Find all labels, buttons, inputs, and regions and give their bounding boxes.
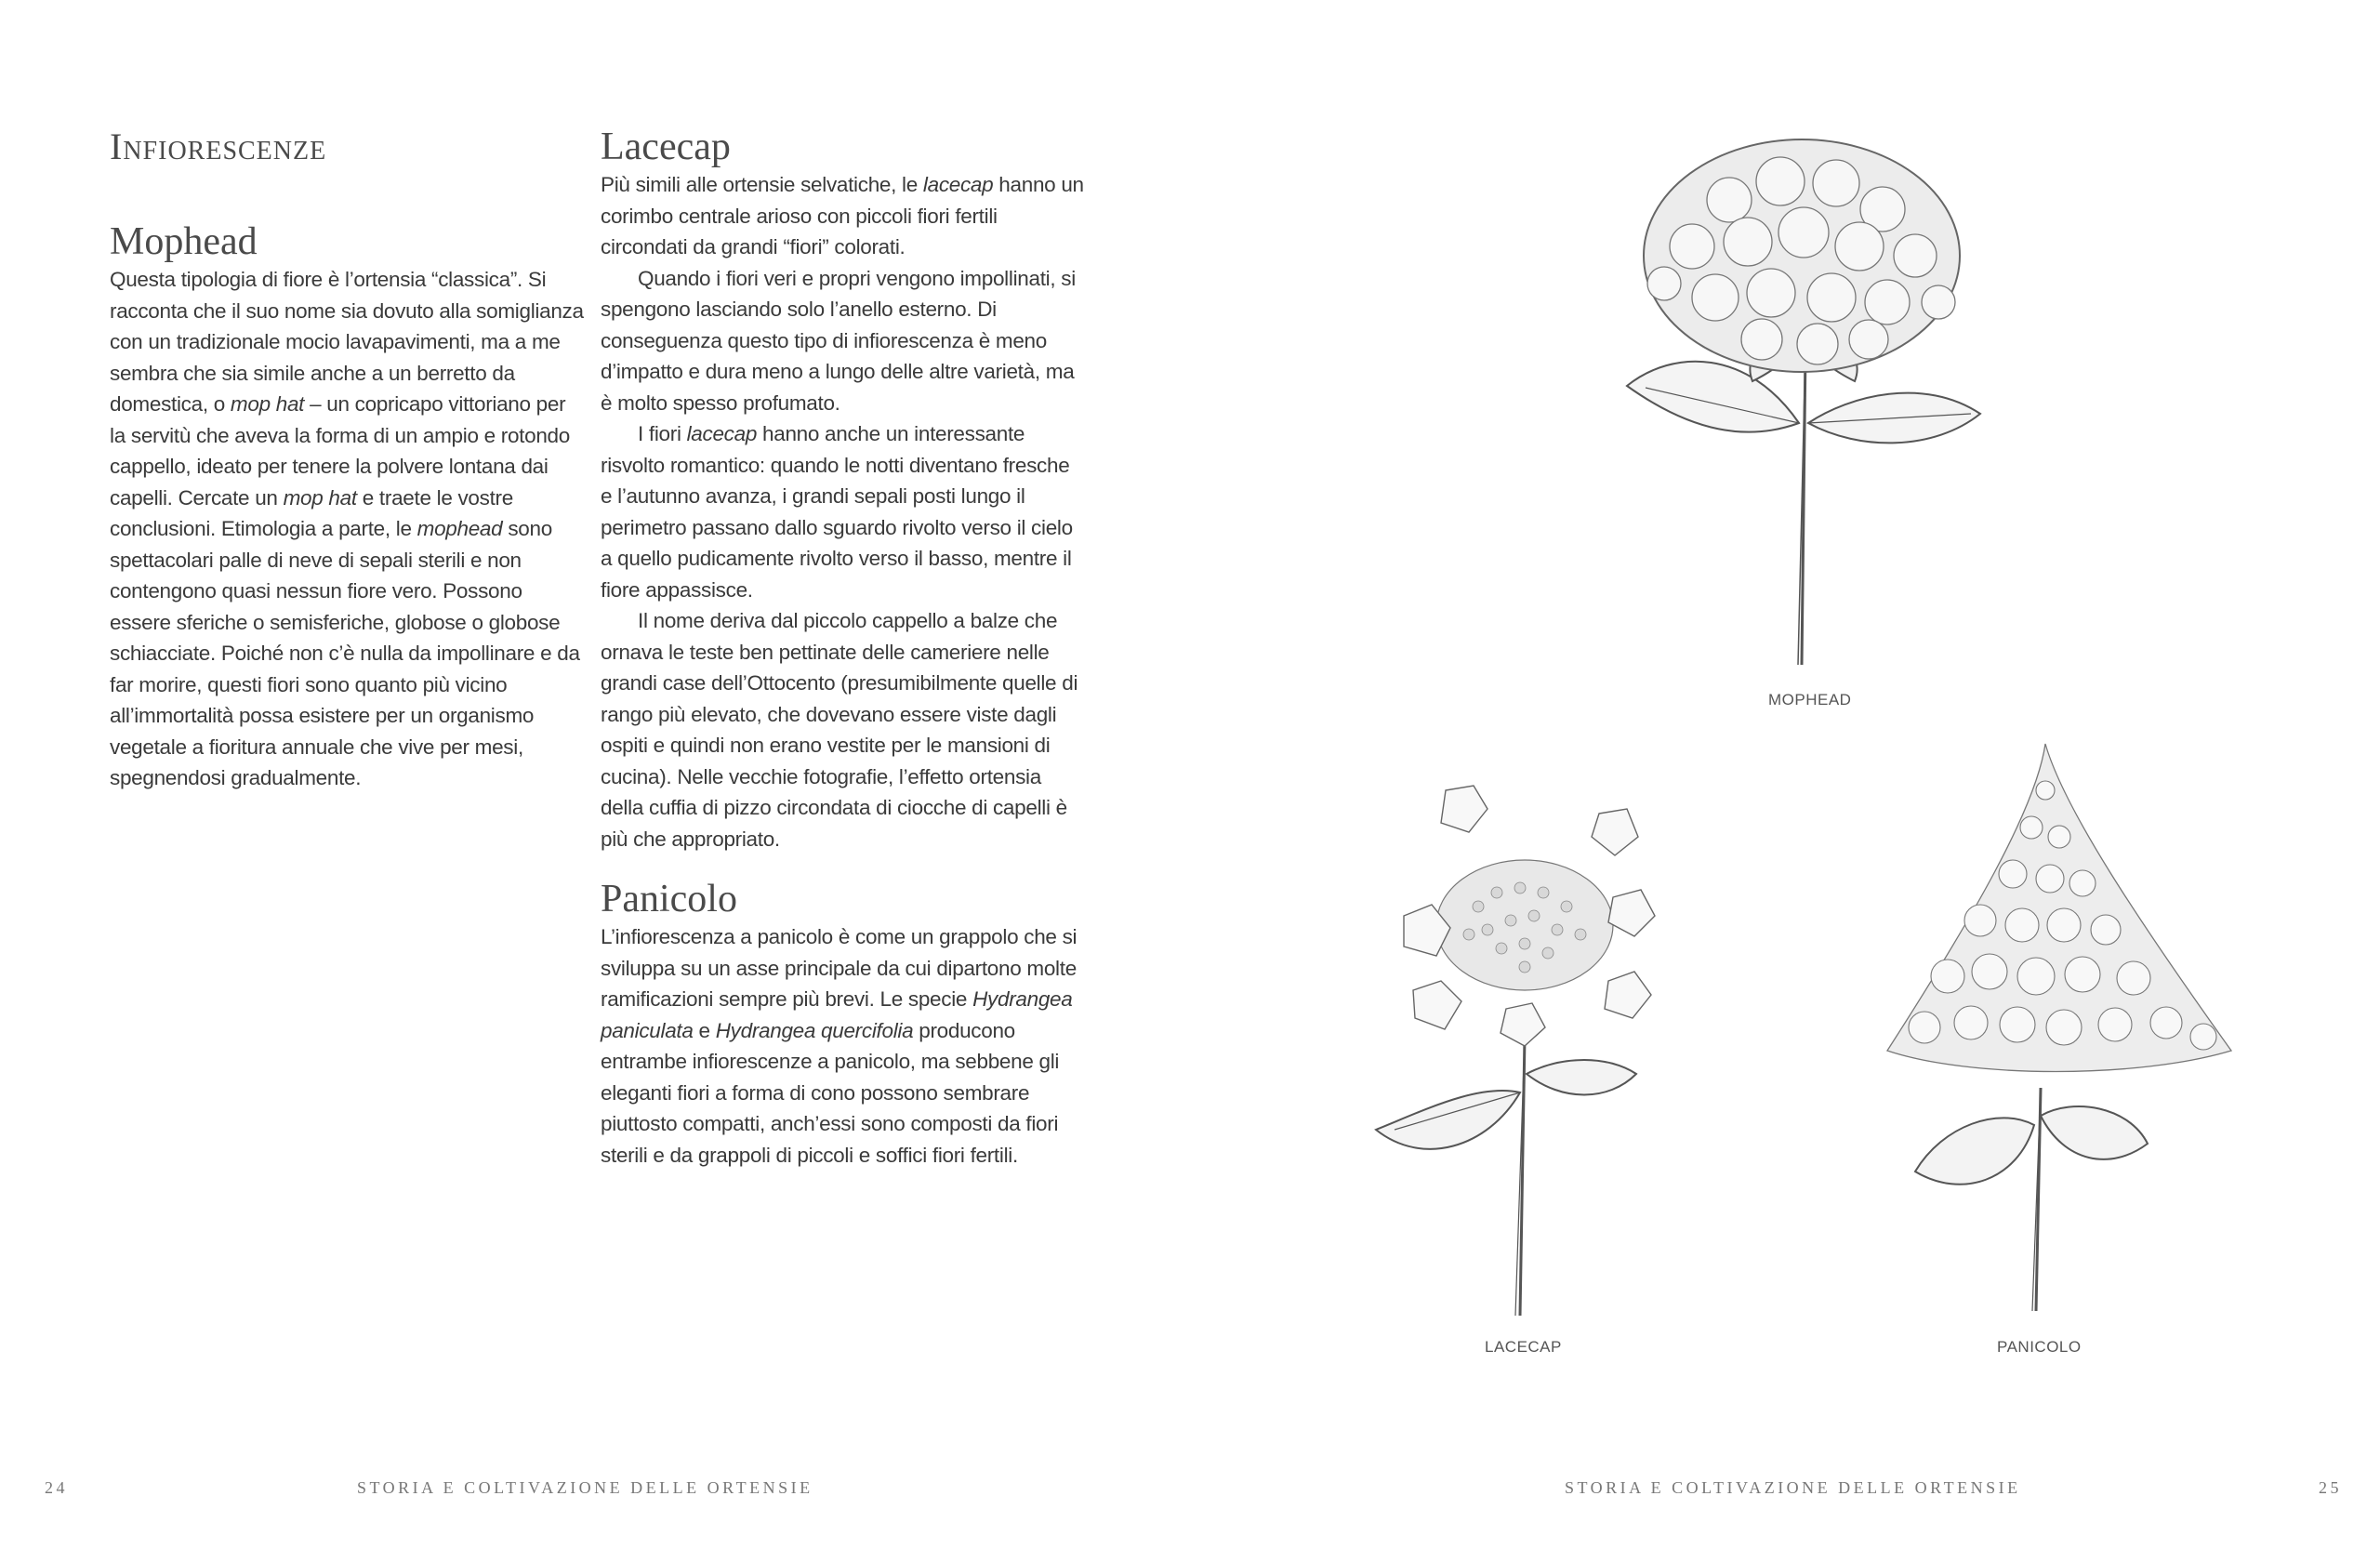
lacecap-body — [601, 169, 1084, 854]
subheading-panicolo: Panicolo — [601, 878, 737, 920]
right-page-number: 25 — [2319, 1478, 2342, 1497]
text-run: Il nome deriva dal piccolo cappello a balze che ornava le teste ben pettinate delle cameriere nelle grandi case dell’Ottocento (presumibilmente quelle di rango più elevato, che dovevano essere viste dagli ospiti e quindi non erano vestite per le mansioni di cucina). Nelle vecchie fotografie, l’effetto ortensia della cuffia di pizzo circondata di ciocche di capelli è più che appropriato. — [601, 609, 1078, 851]
caption-lacecap: LACECAP — [1485, 1338, 1562, 1356]
text-run: hanno un corimbo centrale arioso con piccoli fiori fertili circondati da grandi “fiori” colorati. — [601, 173, 1084, 258]
subheading-mophead: Mophead — [110, 220, 258, 263]
middle-text-column — [601, 119, 1084, 1171]
paragraph — [601, 418, 1084, 605]
italic-term: mop hat — [283, 485, 357, 510]
paragraph — [601, 169, 1084, 263]
text-run: producono entrambe infiorescenze a panicolo, ma sebbene gli eleganti fiori a forma di cono possono sembrare piuttosto compatti, anch’essi sono composti da fiori sterili e da grappoli di piccoli e soffici fiori fertili. — [601, 1018, 1060, 1167]
panicolo-body — [601, 921, 1084, 1171]
italic-term: Hydrangea quercifolia — [715, 1018, 914, 1042]
italic-term: lacecap — [922, 173, 994, 196]
text-run: e — [693, 1018, 716, 1042]
right-running-title: STORIA E COLTIVAZIONE DELLE ORTENSIE — [1565, 1478, 2021, 1497]
lacecap-illustration — [1357, 776, 1748, 1316]
text-run: e traete le vostre conclusioni. Etimologia a parte, le — [110, 485, 513, 540]
text-run: Più simili alle ortensie selvatiche, le — [601, 173, 923, 196]
mophead-body — [110, 264, 584, 794]
paragraph — [601, 921, 1084, 1171]
italic-term: mop hat — [230, 392, 305, 416]
left-page-number: 24 — [45, 1478, 68, 1497]
left-running-title: STORIA E COLTIVAZIONE DELLE ORTENSIE — [357, 1478, 813, 1497]
paragraph — [601, 263, 1084, 419]
italic-term: mophead — [416, 517, 503, 540]
text-run: – un copricapo vittoriano per la servitù che aveva la forma di un ampio e rotondo cappello, ideato per tenere la polvere lontana dai capelli. Cercate un — [110, 392, 570, 510]
text-run: Quando i fiori veri e propri vengono impollinati, si spengono lasciando solo l’anello esterno. Di conseguenza questo tipo di infiorescenza è meno d’impatto e dura meno a lungo delle altre varietà, ma è molto spesso profumato. — [601, 266, 1076, 415]
panicolo-illustration — [1859, 735, 2250, 1311]
text-run: Questa tipologia di fiore è l’ortensia “classica”. Si racconta che il suo nome sia dovuto alla somiglianza con un tradizionale mocio lavapavimenti, ma a me sembra che sia simile anche a un berretto da domestica, o — [110, 268, 584, 416]
text-run: sono spettacolari palle di neve di sepali sterili e non contengono quasi nessun fiore vero. Possono essere sferiche o semisferiche, globose o globose schiacciate. Poiché non c’è nulla da impollinare e da far morire, questi fiori sono quanto più vicino all’immortalità possa esistere per un organismo vegetale a fioritura annuale che vive per mesi, spegnendosi gradualmente. — [110, 517, 580, 789]
italic-term: lacecap — [686, 422, 758, 445]
caption-mophead: MOPHEAD — [1768, 691, 1852, 708]
mophead-illustration — [1562, 116, 2045, 665]
paragraph — [110, 264, 584, 794]
text-run: I fiori — [638, 422, 687, 445]
paragraph — [601, 605, 1084, 854]
section-heading-infiorescenze: Infiorescenze — [110, 126, 327, 167]
subheading-lacecap: Lacecap — [601, 126, 731, 168]
left-text-column — [110, 119, 584, 794]
text-run: L’infiorescenza a panicolo è come un grappolo che si sviluppa su un asse principale da cui dipartono molte ramificazioni sempre più brevi. Le specie — [601, 925, 1078, 1011]
text-run: hanno anche un interessante risvolto romantico: quando le notti diventano fresche e l’autunno avanza, i grandi sepali posti lungo il perimetro passano dallo sguardo rivolto verso il cielo a quello pudicamente rivolto verso il basso, mentre il fiore appassisce. — [601, 422, 1073, 602]
caption-panicolo: PANICOLO — [1997, 1338, 2082, 1356]
italic-term: Hydrangea paniculata — [601, 987, 1073, 1042]
